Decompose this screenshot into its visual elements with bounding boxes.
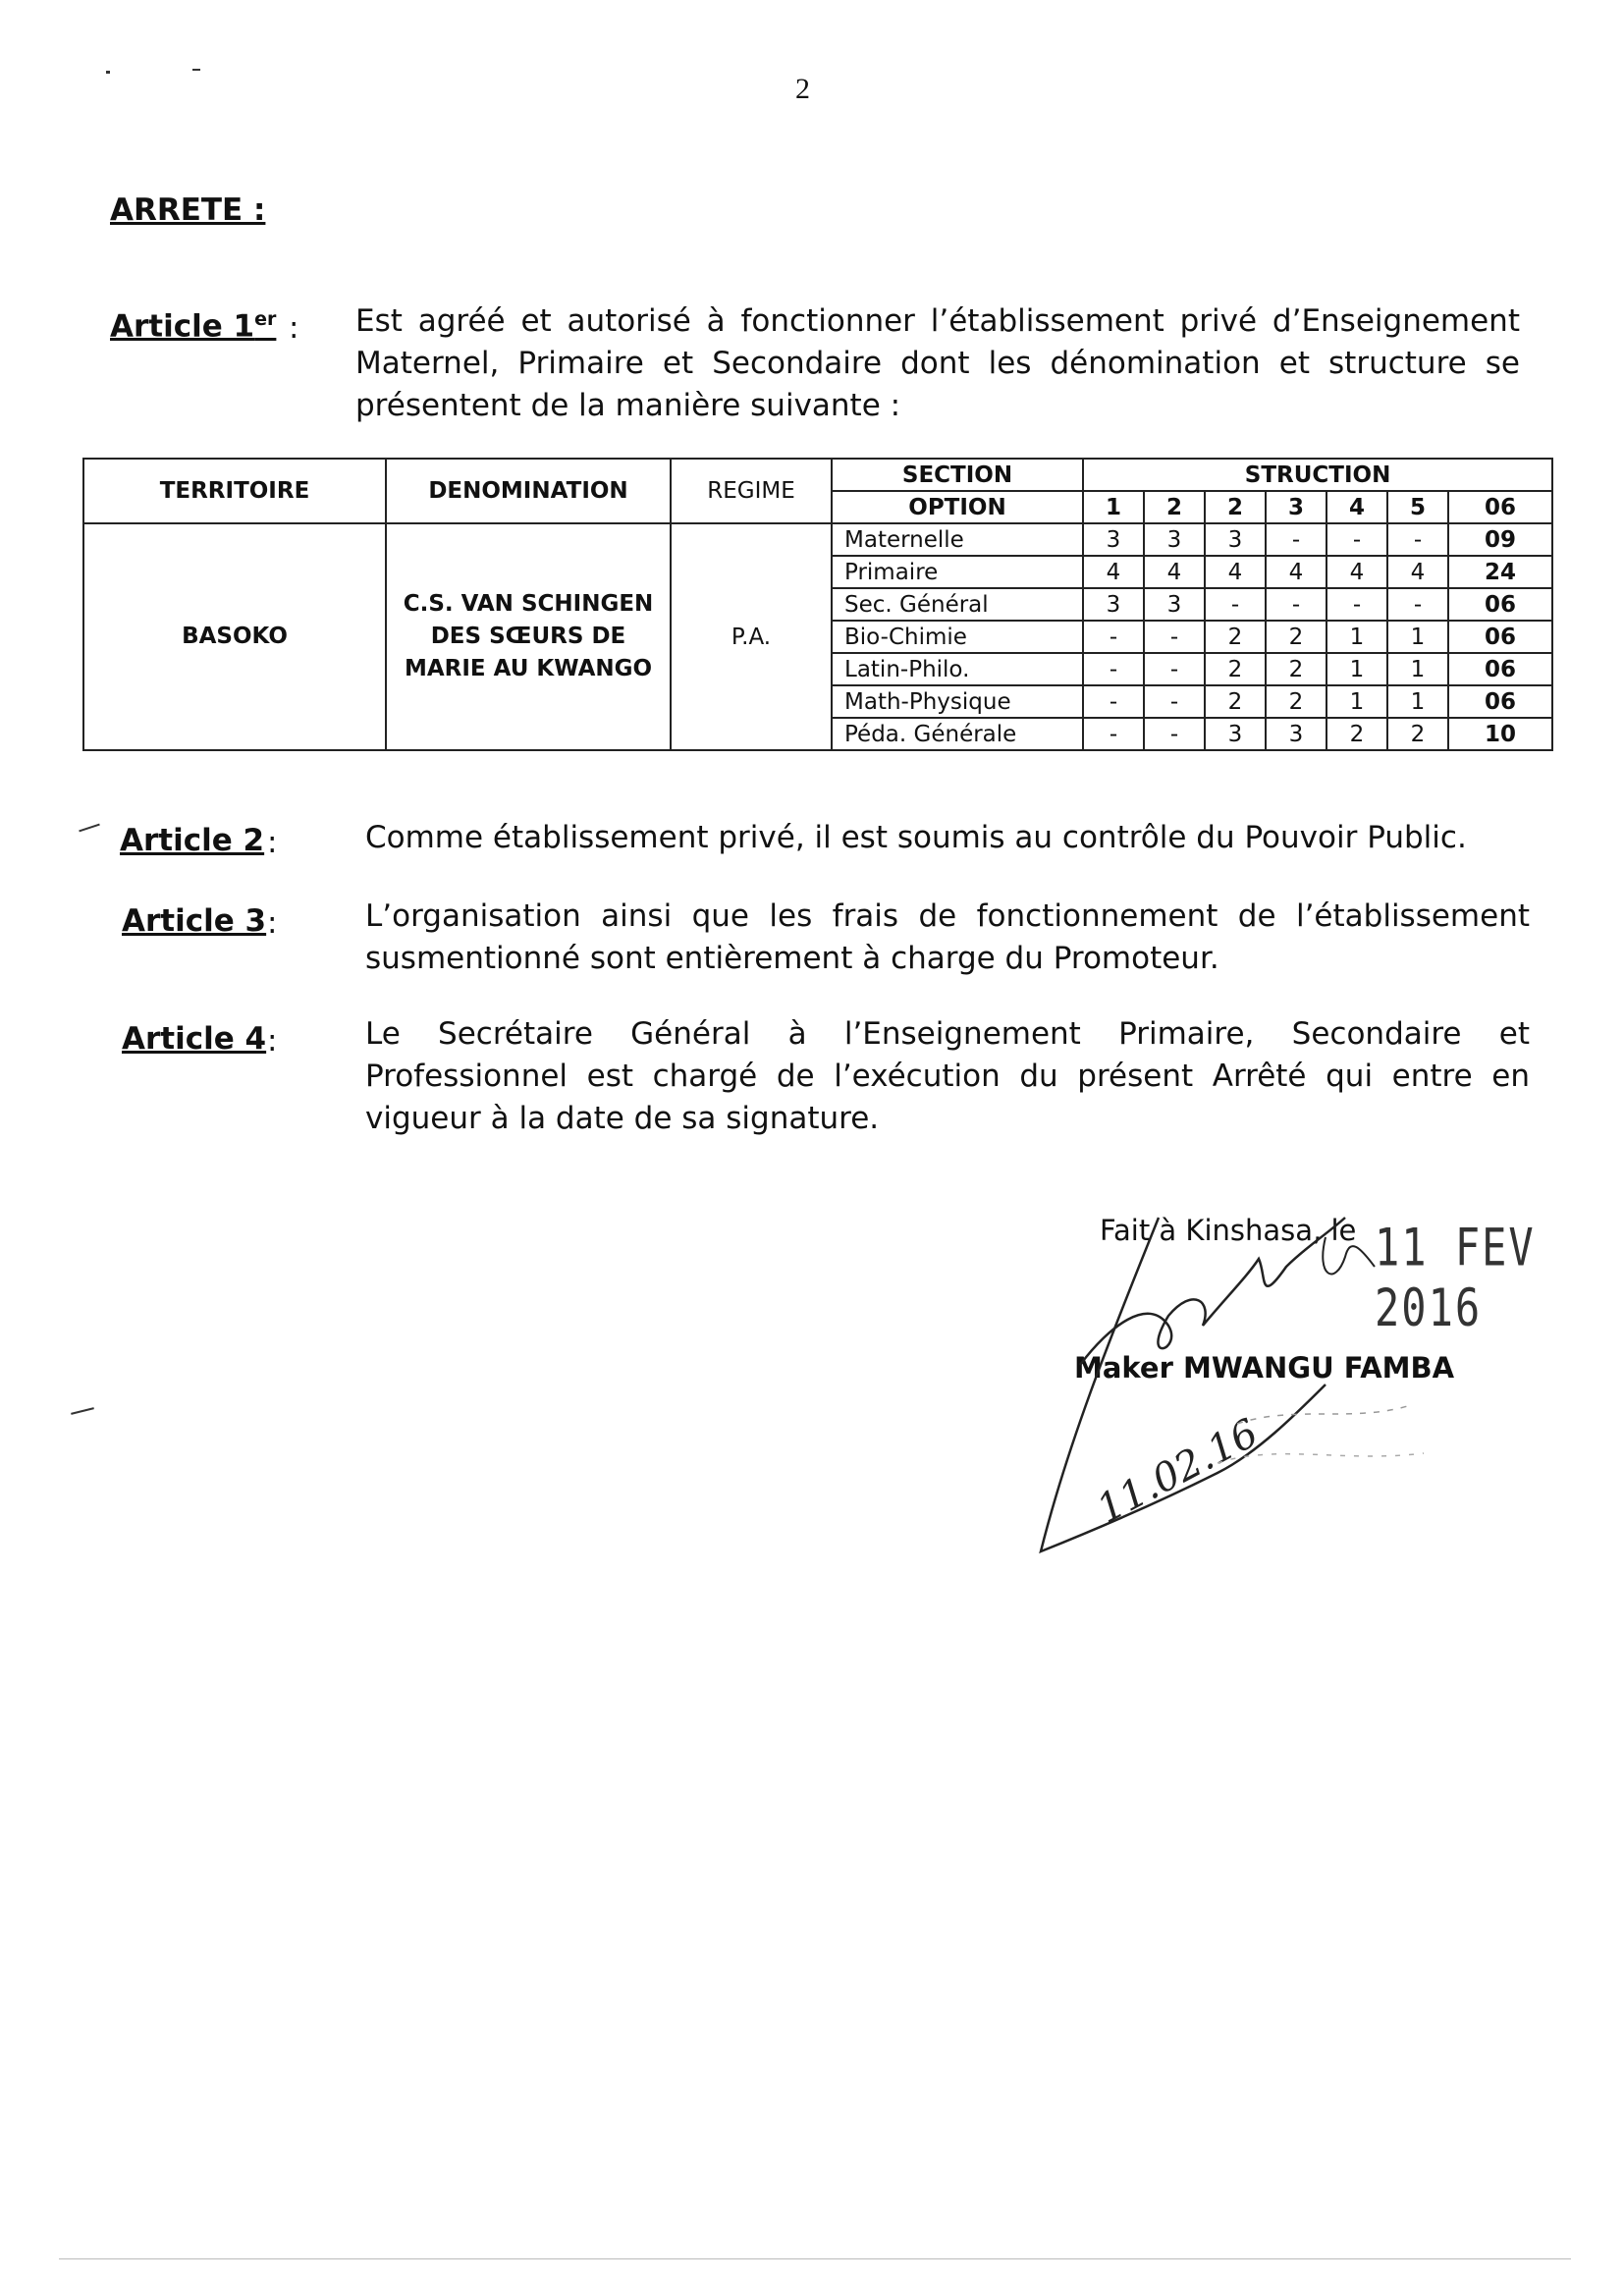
article-2-label: Article 2: [120, 823, 265, 858]
table-row: [83, 523, 1552, 556]
total-cell: 10: [1448, 718, 1552, 750]
year-cell: 4: [1266, 556, 1326, 588]
total-cell: 06: [1448, 588, 1552, 621]
year-cell: -: [1326, 523, 1387, 556]
year-cell: -: [1205, 588, 1266, 621]
year-cell: -: [1326, 588, 1387, 621]
year-cell: -: [1387, 523, 1448, 556]
year-cell: 2: [1387, 718, 1448, 750]
page-number: 2: [795, 73, 810, 105]
year-cell: 3: [1205, 718, 1266, 750]
year-cell: -: [1144, 685, 1205, 718]
year-cell: 1: [1326, 653, 1387, 685]
option-cell: Primaire: [832, 556, 1083, 588]
year-cell: -: [1083, 621, 1144, 653]
article-4-text: Le Secrétaire Général à l’Enseignement Primaire, Secondaire et Professionnel est chargé de l’exécution du présent Arrêté qui entre en vigueur à la date de sa signature.: [365, 1016, 1530, 1136]
section-header: SECTION: [832, 459, 1083, 491]
article-3-label: Article 3: [122, 903, 267, 939]
year-cell: 3: [1144, 588, 1205, 621]
total-cell: 06: [1448, 621, 1552, 653]
year-header: 2: [1205, 491, 1266, 523]
territoire-cell: BASOKO: [83, 523, 386, 750]
total-cell: 24: [1448, 556, 1552, 588]
year-header: 4: [1326, 491, 1387, 523]
year-cell: 1: [1387, 653, 1448, 685]
decree-heading: ARRETE :: [110, 192, 266, 228]
scan-speck: [192, 69, 200, 71]
signatory-name: Maker MWANGU FAMBA: [1074, 1351, 1455, 1385]
denomination-cell: C.S. VAN SCHINGEN DES SŒURS DE MARIE AU KWANGO: [386, 523, 671, 750]
year-cell: -: [1266, 588, 1326, 621]
year-cell: 1: [1326, 685, 1387, 718]
year-cell: 3: [1083, 523, 1144, 556]
year-cell: 4: [1387, 556, 1448, 588]
year-cell: 4: [1083, 556, 1144, 588]
option-cell: Latin-Philo.: [832, 653, 1083, 685]
faded-stamp-mark: [1237, 1404, 1414, 1424]
article-1-label: Article 1er: [110, 308, 277, 345]
scan-speck: [106, 71, 110, 74]
year-cell: 3: [1266, 718, 1326, 750]
article-1-superscript: er: [254, 308, 277, 330]
year-header: 1: [1083, 491, 1144, 523]
scan-speck: [71, 1407, 94, 1415]
total-header: 06: [1448, 491, 1552, 523]
year-cell: -: [1144, 621, 1205, 653]
article-2-colon: :: [267, 825, 278, 860]
handwritten-signature: [1001, 1178, 1453, 1591]
signature-stroke: [1323, 1237, 1375, 1274]
year-cell: -: [1144, 653, 1205, 685]
article-4-label: Article 4: [122, 1021, 267, 1057]
structure-table: [82, 458, 1553, 751]
territoire-header: TERRITOIRE: [83, 459, 386, 523]
year-cell: 1: [1387, 685, 1448, 718]
year-cell: -: [1266, 523, 1326, 556]
option-cell: Math-Physique: [832, 685, 1083, 718]
year-cell: 4: [1205, 556, 1266, 588]
article-4-colon: :: [267, 1023, 278, 1059]
option-cell: Sec. Général: [832, 588, 1083, 621]
regime-header: REGIME: [671, 459, 832, 523]
year-cell: 1: [1326, 621, 1387, 653]
option-header: OPTION: [832, 491, 1083, 523]
total-cell: 09: [1448, 523, 1552, 556]
article-3-text: L’organisation ainsi que les frais de fonctionnement de l’établissement susmentionné sont entièrement à charge du Promoteur.: [365, 898, 1530, 976]
year-cell: 2: [1205, 653, 1266, 685]
scan-edge-line: [59, 2258, 1571, 2259]
signature-stroke: [1080, 1218, 1345, 1365]
year-cell: 4: [1144, 556, 1205, 588]
option-cell: Péda. Générale: [832, 718, 1083, 750]
regime-cell: P.A.: [671, 523, 832, 750]
article-1-colon: :: [289, 310, 299, 346]
struction-header: STRUCTION: [1083, 459, 1552, 491]
year-cell: 2: [1205, 621, 1266, 653]
year-header: 2: [1144, 491, 1205, 523]
year-cell: 2: [1266, 653, 1326, 685]
table-header-row: [83, 459, 1552, 491]
signature-place: Fait à Kinshasa, le: [1100, 1214, 1357, 1247]
scan-speck: [79, 824, 100, 833]
stamped-date: 11 FEV 2016: [1375, 1217, 1536, 1338]
article-3-colon: :: [267, 905, 278, 941]
year-cell: -: [1083, 685, 1144, 718]
year-cell: -: [1387, 588, 1448, 621]
year-cell: 4: [1326, 556, 1387, 588]
year-cell: 2: [1326, 718, 1387, 750]
year-cell: -: [1083, 653, 1144, 685]
year-cell: -: [1083, 718, 1144, 750]
year-cell: 3: [1083, 588, 1144, 621]
year-cell: 2: [1205, 685, 1266, 718]
handwritten-date: 11.02.16: [1090, 1410, 1266, 1533]
year-cell: 3: [1205, 523, 1266, 556]
total-cell: 06: [1448, 653, 1552, 685]
year-cell: 2: [1266, 621, 1326, 653]
year-cell: 3: [1144, 523, 1205, 556]
article-2-text: Comme établissement privé, il est soumis au contrôle du Pouvoir Public.: [365, 820, 1467, 855]
year-cell: -: [1144, 718, 1205, 750]
denomination-header: DENOMINATION: [386, 459, 671, 523]
article-1-text: Est agréé et autorisé à fonctionner l’établissement privé d’Enseignement Maternel, Primaire et Secondaire dont les dénomination et structure se présentent de la manière suivante :: [355, 303, 1520, 423]
total-cell: 06: [1448, 685, 1552, 718]
year-header: 3: [1266, 491, 1326, 523]
year-header: 5: [1387, 491, 1448, 523]
year-cell: 2: [1266, 685, 1326, 718]
year-cell: 1: [1387, 621, 1448, 653]
option-cell: Bio-Chimie: [832, 621, 1083, 653]
option-cell: Maternelle: [832, 523, 1083, 556]
signature-stroke: [1041, 1218, 1326, 1551]
